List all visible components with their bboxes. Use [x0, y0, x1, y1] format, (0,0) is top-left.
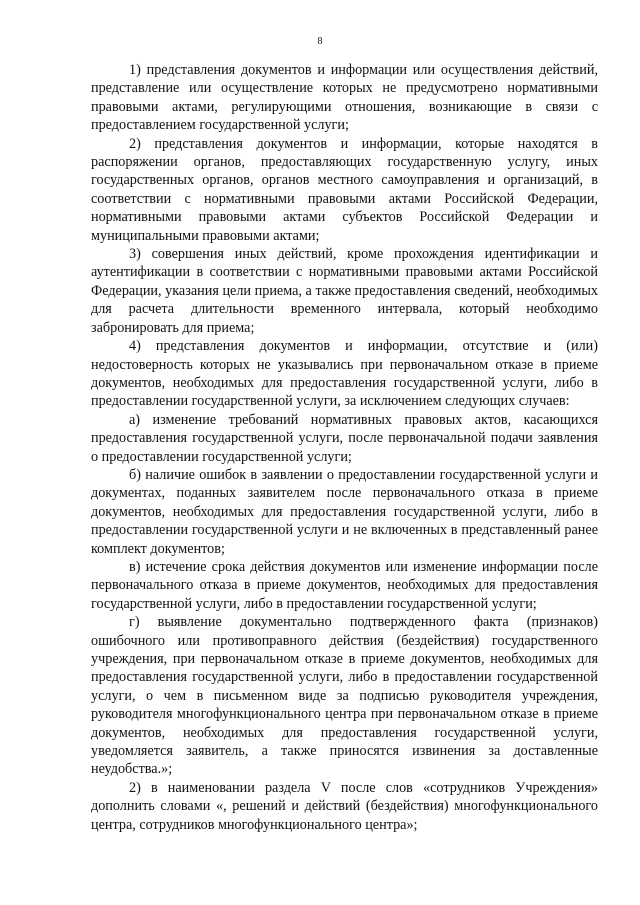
paragraph-3: 3) совершения иных действий, кроме прохождения идентификации и аутентификации в соответствии с нормативными правовыми актами Российской Федерации, указания цели приема, а также предоставления сведений, необходимых для расчета длительности временного интервала, который необходимо забронировать для приема;	[91, 246, 598, 336]
paragraph-4g: г) выявление документально подтвержденного факта (признаков) ошибочного или противоправного действия (бездействия) государственного учреждения, при первоначальном отказе в приеме документов, необходимых для предоставления государственной услуги, либо в предоставлении государственной услуги, о чем в письменном виде за подписью руководителя учреждения, руководителя многофункционального центра при первоначальном отказе в приеме документов, необходимых для предоставления государственной услуги, уведомляется заявитель, а также приносятся извинения за доставленные неудобства.»;	[91, 614, 598, 778]
paragraph-4b: б) наличие ошибок в заявлении о предоставлении государственной услуги и документах, поданных заявителем после первоначального отказа в приеме документов, необходимых для предоставления государственной услуги, либо в предоставлении государственной услуги и не включенных в представленный ранее комплект документов;	[91, 466, 598, 557]
page-number: 8	[317, 36, 323, 47]
paragraph-4v: в) истечение срока действия документов или изменение информации после первоначального отказа в приеме документов, необходимых для предоставления государственной услуги, либо в предоставлении государственной услуги;	[91, 558, 598, 612]
paragraph-1: 1) представления документов и информации или осуществления действий, представление или осуществление которых не предусмотрено нормативными правовыми актами, регулирующими отношения, возникающие в связи с предоставлением государственной услуги;	[91, 62, 598, 134]
document-body	[91, 61, 598, 834]
paragraph-4a: а) изменение требований нормативных правовых актов, касающихся предоставления государственной услуги, после первоначальной подачи заявления о предоставлении государственной услуги;	[91, 411, 598, 465]
paragraph-2: 2) представления документов и информации, которые находятся в распоряжении органов, предоставляющих государственную услугу, иных государственных органов, органов местного самоуправления и организаций, в соответствии с нормативными правовыми актами Российской Федерации, нормативными правовыми актами субъектов Российской Федерации и муниципальными правовыми актами;	[91, 135, 598, 244]
paragraph-4: 4) представления документов и информации, отсутствие и (или) недостоверность которых не указывались при первоначальном отказе в приеме документов, необходимых для предоставления государственной услуги, либо в предоставлении государственной услуги, за исключением следующих случаев:	[91, 338, 598, 410]
paragraph-section-v: 2) в наименовании раздела V после слов «сотрудников Учреждения» дополнить словами «, решений и действий (бездействия) многофункционального центра, сотрудников многофункционального центра»;	[91, 779, 598, 833]
